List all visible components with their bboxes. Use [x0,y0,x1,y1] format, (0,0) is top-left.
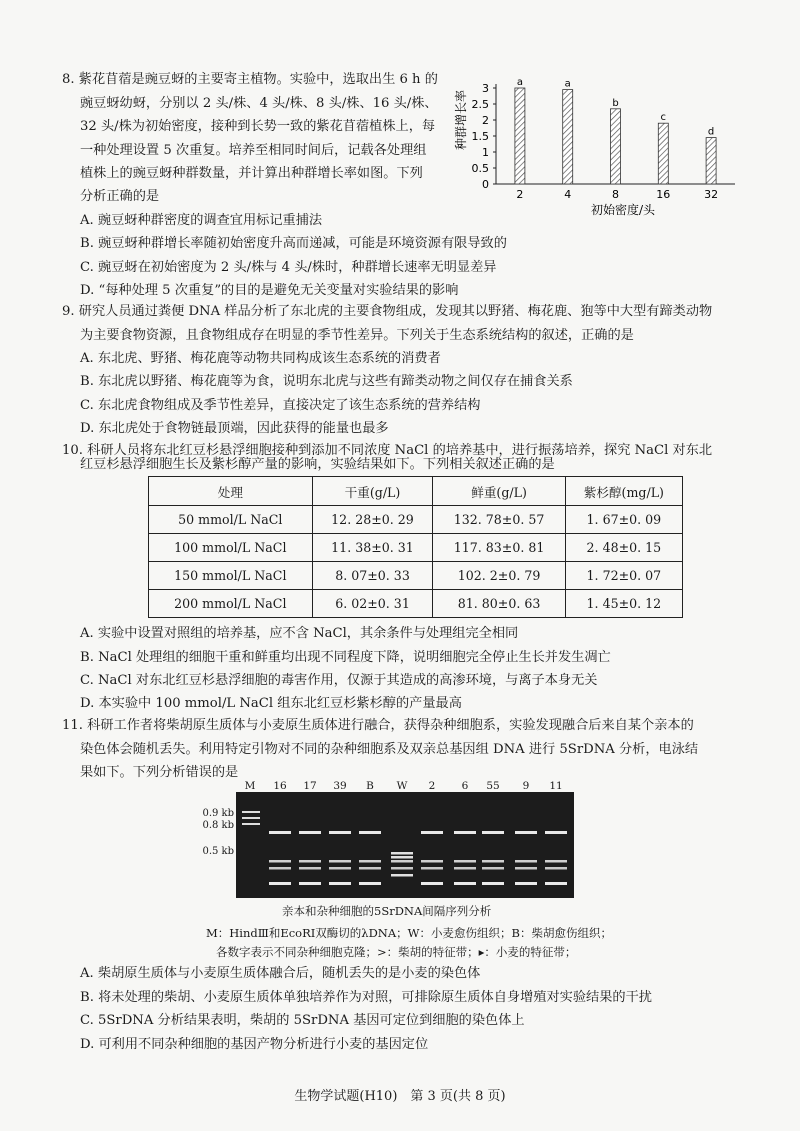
chart-bar-letter: b [612,97,619,109]
chart-bar [658,123,668,184]
q11-option-b: B. 将未处理的柴胡、小麦原生质体单独培养作为对照，可排除原生质体自身增殖对实验结果的干扰 [80,990,652,1005]
gel-band [329,831,351,834]
gel-band [242,817,260,819]
q8-line: 一种处理设置 5 次重复。培养至相同时间后，记载各处理组 [80,143,427,158]
chart-y-tick-label: 0.5 [471,162,489,175]
chart-x-tick-label: 32 [704,188,719,201]
q10-option-d: D. 本实验中 100 mmol/L NaCl 组东北红豆杉紫杉醇的产量最高 [80,696,462,711]
gel-band [454,882,476,885]
gel-band [515,831,537,834]
table-cell: 1. 72±0. 07 [565,562,682,590]
gel-band [329,882,351,885]
table-cell: 102. 2±0. 79 [433,562,565,590]
chart-y-tick-label: 2 [482,114,489,127]
gel-lane-label: W [396,780,408,792]
q9-line: 为主要食物资源，且食物组成存在明显的季节性差异。下列关于生态系统结构的叙述，正确的是 [80,328,634,343]
chart-y-axis-label: 种群增长率 [454,89,468,151]
table-header: 鲜重(g/L) [433,477,565,506]
gel-lane-label: 11 [549,780,563,792]
chart-bar-letter: c [660,112,667,124]
gel-marker-label: 0.5 kb [202,846,234,857]
gel-band [482,867,504,870]
chart-bar [515,88,525,184]
chart-y-tick-label: 3 [482,82,489,95]
gel-band [391,874,413,877]
gel-band [421,831,443,834]
chart-bar [706,138,716,184]
q10-option-c: C. NaCl 对东北红豆杉悬浮细胞的毒害作用，仅源于其造成的高渗环境，与离子本身无关 [80,673,598,688]
q10-option-a: A. 实验中设置对照组的培养基，应不含 NaCl，其余条件与处理组完全相同 [80,626,519,641]
chart-x-axis-label: 初始密度/头 [590,203,656,217]
gel-band [545,831,567,834]
gel-lane-label: 16 [273,780,287,792]
growth-rate-bar-chart [450,60,740,220]
gel-lane-label: 17 [303,780,317,792]
gel-lane-label: 6 [461,780,469,792]
table-header: 处理 [149,477,313,506]
q9-line: 9. 研究人员通过粪便 DNA 样品分析了东北虎的主要食物组成，发现其以野猪、梅花鹿、狍等中大型有蹄类动物 [62,304,713,319]
gel-legend-line1: M：HindⅢ和EcoRⅠ双酶切的λDNA；W：小麦愈伤组织；B：柴胡愈伤组织； [206,926,612,940]
q11-option-a: A. 柴胡原生质体与小麦原生质体融合后，随机丢失的是小麦的染色体 [80,966,481,981]
table-cell: 100 mmol/L NaCl [149,534,313,562]
gel-band [359,882,381,885]
gel-band [454,867,476,870]
gel-band [391,856,413,859]
gel-band [545,867,567,870]
gel-band [242,823,260,825]
table-cell: 6. 02±0. 31 [312,590,433,618]
chart-x-tick-label: 2 [516,188,524,201]
q8-line: 豌豆蚜幼蚜，分别以 2 头/株、4 头/株、8 头/株、16 头/株、 [80,96,438,111]
gel-lane-label: 9 [522,780,530,792]
q11-line: 11. 科研工作者将柴胡原生质体与小麦原生质体进行融合，获得杂种细胞系，实验发现融合后来自某个亲本的 [62,718,694,733]
gel-band [269,831,291,834]
table-header: 紫杉醇(mg/L) [565,477,682,506]
gel-band [359,860,381,863]
gel-band [391,867,413,870]
table-row [149,590,683,618]
q9-option-a: A. 东北虎、野猪、梅花鹿等动物共同构成该生态系统的消费者 [80,351,441,366]
chart-y-tick-label: 0 [482,178,489,191]
gel-band [329,860,351,863]
gel-band [299,867,321,870]
gel-lane-label: M [244,780,256,792]
table-row [149,506,683,534]
q10-line: 红豆杉悬浮细胞生长及紫杉醇产量的影响，实验结果如下。下列相关叙述正确的是 [80,457,555,472]
chart-bar-letter: a [516,77,523,88]
table-cell: 200 mmol/L NaCl [149,590,313,618]
gel-band [421,860,443,863]
gel-band [515,860,537,863]
gel-lane-label: B [366,780,374,792]
table-cell: 117. 83±0. 81 [433,534,565,562]
gel-legend-line2: 各数字表示不同杂种细胞克隆；>：柴胡的特征带；▸：小麦的特征带； [216,945,577,959]
chart-bar-letter: d [707,126,715,138]
table-header-row [149,477,683,506]
gel-band [269,882,291,885]
table-cell: 132. 78±0. 57 [433,506,565,534]
chart-bar-letter: a [564,78,571,90]
q8-line: 植株上的豌豆蚜种群数量，并计算出种群增长率如图。下列 [80,166,423,181]
table-cell: 2. 48±0. 15 [565,534,682,562]
q8-line: 32 头/株为初始密度，接种到长势一致的紫花苜蓿植株上，每 [80,119,436,134]
gel-band [545,882,567,885]
q9-option-b: B. 东北虎以野猪、梅花鹿等为食，说明东北虎与这些有蹄类动物之间仅存在捕食关系 [80,374,573,389]
table-cell: 12. 28±0. 29 [312,506,433,534]
gel-lane-label: 39 [333,780,347,792]
q8-option-b: B. 豌豆蚜种群增长率随初始密度升高而递减，可能是环境资源有限导致的 [80,236,507,251]
table-cell: 81. 80±0. 63 [433,590,565,618]
gel-band [454,860,476,863]
gel-lane-label: 55 [486,780,500,792]
nacl-results-table [148,476,683,618]
q11-line: 染色体会随机丢失。利用特定引物对不同的杂种细胞系及双亲总基因组 DNA 进行 5SrDNA 分析，电泳结 [80,742,699,757]
gel-band [359,831,381,834]
gel-band [299,882,321,885]
gel-band [545,860,567,863]
q8-option-d: D. “每种处理 5 次重复”的目的是避免无关变量对实验结果的影响 [80,283,459,298]
gel-marker-label: 0.8 kb [202,820,234,831]
table-header: 干重(g/L) [312,477,433,506]
chart-x-tick-label: 8 [612,188,619,201]
gel-title: 亲本和杂种细胞的5SrDNA间隔序列分析 [282,904,492,918]
table-row [149,562,683,590]
chart-x-tick-label: 4 [564,188,572,201]
q9-option-c: C. 东北虎食物组成及季节性差异，直接决定了该生态系统的营养结构 [80,398,481,413]
chart-y-tick-label: 1.5 [471,130,489,143]
gel-band [299,860,321,863]
gel-band [482,860,504,863]
gel-band [515,867,537,870]
gel-band [421,882,443,885]
q8-line: 分析正确的是 [80,189,160,204]
gel-marker-label: 0.9 kb [202,808,234,819]
gel-band [242,811,260,813]
chart-bar [563,90,573,184]
q8-option-a: A. 豌豆蚜种群密度的调查宜用标记重捕法 [80,213,323,228]
gel-band [391,860,413,863]
gel-band [359,867,381,870]
q11-option-d: D. 可利用不同杂种细胞的基因产物分析进行小麦的基因定位 [80,1037,429,1052]
table-cell: 8. 07±0. 33 [312,562,433,590]
q8-line: 8. 紫花苜蓿是豌豆蚜的主要寄主植物。实验中，选取出生 6 h 的 [62,72,438,87]
q8-option-c: C. 豌豆蚜在初始密度为 2 头/株与 4 头/株时，种群增长速率无明显差异 [80,260,497,275]
chart-bar [611,109,621,184]
table-cell: 11. 38±0. 31 [312,534,433,562]
gel-band [269,867,291,870]
chart-y-tick-label: 1 [482,146,489,159]
gel-band [391,852,413,855]
gel-band [269,860,291,863]
table-cell: 150 mmol/L NaCl [149,562,313,590]
q9-option-d: D. 东北虎处于食物链最顶端，因此获得的能量也最多 [80,421,389,436]
q10-line: 10. 科研人员将东北红豆杉悬浮细胞接种到添加不同浓度 NaCl 的培养基中，进行振荡培养，探究 NaCl 对东北 [62,443,713,458]
table-cell: 1. 45±0. 12 [565,590,682,618]
gel-band [515,882,537,885]
gel-band [329,867,351,870]
q10-option-b: B. NaCl 处理组的细胞干重和鲜重均出现不同程度下降，说明细胞完全停止生长并发生凋亡 [80,650,611,665]
chart-x-tick-label: 16 [656,188,671,201]
table-cell: 50 mmol/L NaCl [149,506,313,534]
gel-band [299,831,321,834]
q11-option-c: C. 5SrDNA 分析结果表明，柴胡的 5SrDNA 基因可定位到细胞的染色体上 [80,1013,525,1028]
page-footer: 生物学试题(H10) 第 3 页(共 8 页) [294,1089,506,1104]
table-row [149,534,683,562]
gel-lane-label: 2 [428,780,436,792]
electrophoresis-gel-figure [200,778,580,900]
gel-band [482,882,504,885]
gel-band [482,831,504,834]
table-cell: 1. 67±0. 09 [565,506,682,534]
gel-band [454,831,476,834]
q11-line: 果如下。下列分析错误的是 [80,765,239,780]
chart-y-tick-label: 2.5 [471,98,489,111]
gel-band [421,867,443,870]
